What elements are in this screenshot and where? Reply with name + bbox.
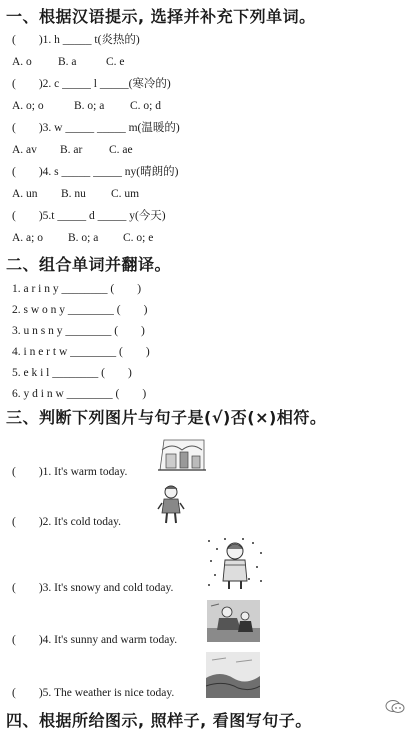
q2-option-a: A. o; o (12, 100, 44, 112)
warm-scene-icon (156, 432, 208, 476)
q3-option-a: A. av (12, 144, 37, 156)
judge-item-2: ( )2. It's cold today. (12, 516, 121, 528)
q2-option-b: B. o; a (74, 100, 105, 112)
section1-title: 一、根据汉语提示, 选择并补充下列单词。 (6, 7, 316, 26)
snowy-kid-icon (205, 535, 265, 591)
q5-option-b: B. o; a (68, 232, 99, 244)
nice-weather-icon (206, 652, 260, 698)
q5-option-c: C. o; e (123, 232, 154, 244)
q3-option-c: C. ae (109, 144, 133, 156)
judge-item-5: ( )5. The weather is nice today. (12, 687, 175, 699)
q1-options (12, 55, 125, 69)
q1-option-a: A. o (12, 56, 32, 68)
q2-option-c: C. o; d (130, 100, 161, 112)
judge-item-1: ( )1. It's warm today. (12, 466, 128, 478)
q4-options (12, 187, 139, 201)
q1-stem: ( )1. h _____ t(炎热的) (12, 34, 140, 46)
sunny-kids-icon (207, 600, 260, 642)
q2-stem: ( )2. c _____ l _____(寒冷的) (12, 78, 171, 90)
judge-item-3: ( )3. It's snowy and cold today. (12, 582, 174, 594)
q1-option-b: B. a (58, 56, 77, 68)
q4-option-c: C. um (111, 188, 140, 200)
scramble-item-2: 2. s w o n y ________ ( ) (12, 304, 148, 316)
q1-option-c: C. e (106, 56, 125, 68)
scramble-item-6: 6. y d i n w ________ ( ) (12, 388, 147, 400)
section4-title: 四、根据所给图示, 照样子, 看图写句子。 (6, 711, 312, 730)
q4-option-b: B. nu (61, 188, 86, 200)
scramble-item-3: 3. u n s n y ________ ( ) (12, 325, 145, 337)
q4-stem: ( )4. s _____ _____ ny(晴朗的) (12, 166, 179, 178)
q5-options (12, 231, 153, 245)
scramble-item-4: 4. i n e r t w ________ ( ) (12, 346, 150, 358)
section3-title: 三、判断下列图片与句子是(√)否(×)相符。 (6, 408, 327, 427)
q5-stem: ( )5.t _____ d _____ y(今天) (12, 210, 166, 222)
q3-option-b: B. ar (60, 144, 83, 156)
q4-option-a: A. un (12, 188, 38, 200)
cold-kid-icon (156, 483, 186, 525)
q3-options (12, 143, 133, 157)
scramble-item-5: 5. e k i l ________ ( ) (12, 367, 132, 379)
scramble-item-1: 1. a r i n y ________ ( ) (12, 283, 142, 295)
judge-item-4: ( )4. It's sunny and warm today. (12, 634, 178, 646)
q2-options (12, 99, 161, 113)
chat-badge-icon (384, 698, 406, 716)
q5-option-a: A. a; o (12, 232, 43, 244)
section2-title: 二、组合单词并翻译。 (6, 255, 172, 274)
q3-stem: ( )3. w _____ _____ m(温暖的) (12, 122, 180, 134)
